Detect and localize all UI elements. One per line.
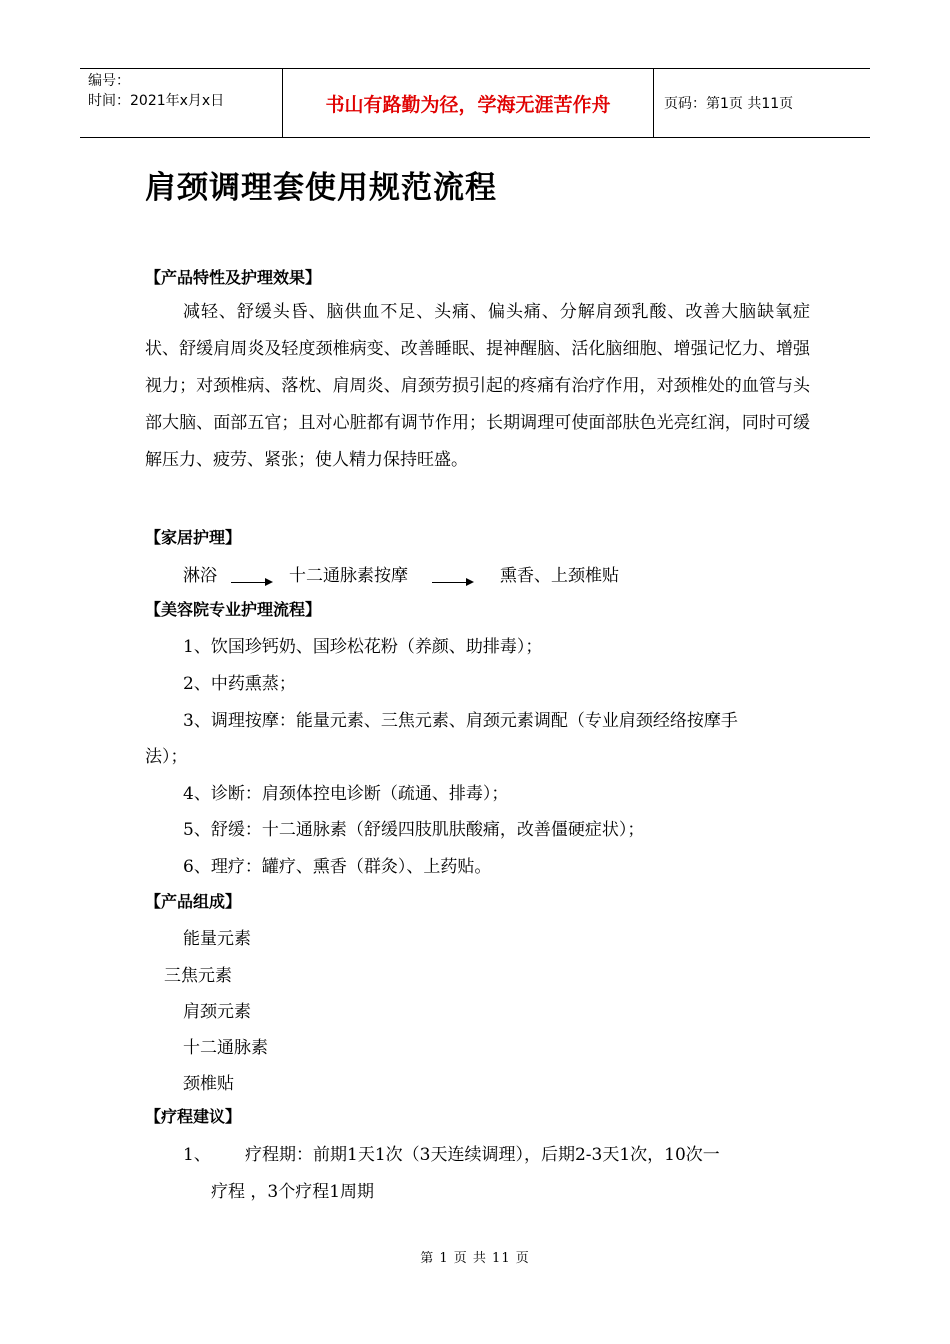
salon-item: 4、诊断：肩颈体控电诊断（疏通、排毒）； <box>183 784 509 804</box>
page-title: 肩颈调理套使用规范流程 <box>145 170 497 206</box>
home-step-3: 熏香、上颈椎贴 <box>500 566 619 586</box>
header-motto <box>282 69 654 137</box>
composition-item: 十二通脉素 <box>183 1038 268 1058</box>
number-label: 编号： <box>88 73 130 89</box>
salon-item-continued: 法）； <box>145 747 188 767</box>
section-heading-home: 【家居护理】 <box>145 528 242 547</box>
page-header <box>80 68 870 138</box>
salon-item: 1、饮国珍钙奶、国珍松花粉（养颜、助排毒）； <box>183 637 543 657</box>
arrow-right-icon <box>432 582 472 583</box>
section-heading-course: 【疗程建议】 <box>145 1107 242 1126</box>
salon-item: 3、调理按摩：能量元素、三焦元素、肩颈元素调配（专业肩颈经络按摩手 <box>183 711 738 731</box>
course-item-line-2: 疗程 ，3个疗程1周期 <box>211 1182 375 1202</box>
section-heading-composition: 【产品组成】 <box>145 892 242 911</box>
course-item-number: 1、 <box>183 1145 211 1165</box>
home-step-2: 十二通脉素按摩 <box>289 566 408 586</box>
section-heading-salon: 【美容院专业护理流程】 <box>145 600 322 619</box>
page-info-text: 页码：第1页 共11页 <box>664 96 794 112</box>
header-meta <box>80 69 282 137</box>
composition-item: 能量元素 <box>183 929 251 949</box>
features-paragraph: 减轻、舒缓头昏、脑供血不足、头痛、偏头痛、分解肩颈乳酸、改善大脑缺氧症状、舒缓肩周炎及轻度颈椎病变、改善睡眠、提神醒脑、活化脑细胞、增强记忆力、增强视力；对颈椎病、落枕、肩周炎、肩颈劳损引起的疼痛有治疗作用，对颈椎处的血管与头部大脑、面部五官；且对心脏都有调节作用；长期调理可使面部肤色光亮红润，同时可缓解压力、疲劳、紧张；使人精力保持旺盛。 <box>145 302 810 470</box>
time-label: 时间：2021年x月x日 <box>88 93 225 109</box>
composition-item: 颈椎贴 <box>183 1074 234 1094</box>
course-item-line-1: 疗程期：前期1天1次（3天连续调理），后期2-3天1次，10次一 <box>245 1145 720 1165</box>
composition-item: 肩颈元素 <box>183 1002 251 1022</box>
salon-item: 2、中药熏蒸； <box>183 674 296 694</box>
header-page-info <box>654 69 870 137</box>
composition-item: 三焦元素 <box>164 966 232 986</box>
arrow-right-icon <box>231 582 271 583</box>
salon-item: 5、舒缓：十二通脉素（舒缓四肢肌肤酸痛，改善僵硬症状）； <box>183 820 645 840</box>
home-step-1: 淋浴 <box>183 566 217 586</box>
salon-item: 6、理疗：罐疗、熏香（群灸）、上药贴。 <box>183 857 492 877</box>
motto-text: 书山有路勤为径，学海无涯苦作舟 <box>325 93 611 116</box>
page-footer: 第 1 页 共 11 页 <box>420 1251 530 1266</box>
section-heading-features: 【产品特性及护理效果】 <box>145 268 322 287</box>
